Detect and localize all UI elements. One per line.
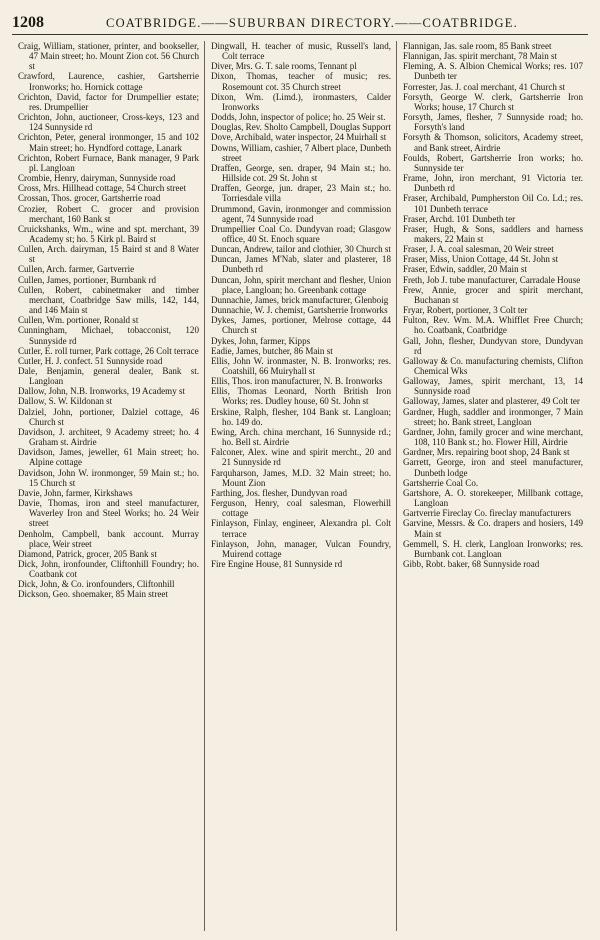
directory-entry: Garrett, George, iron and steel manufacturer, Dunbeth lodge [402, 457, 583, 478]
directory-entry: Crichton, David, factor for Drumpellier estate; res. Drumpellier [18, 91, 199, 112]
directory-entry: Forsyth, James, flesher, 7 Sunnyside road; ho. Forsyth's land [402, 112, 583, 133]
directory-entry: Diver, Mrs. G. T. sale rooms, Tennant pl [210, 61, 357, 72]
directory-entry: Gartshore, A. O. storekeeper, Millbank cottage, Langloan [402, 487, 583, 509]
directory-entry: Fraser, Archibald, Pumpherston Oil Co. Ld.; res. 101 Dunbeth terrace [402, 193, 583, 214]
directory-entry: Davidson, John W. ironmonger, 59 Main st.; ho. 15 Church st [18, 467, 199, 488]
directory-entry: Fraser, J. A. coal salesman, 20 Weir street [402, 244, 554, 255]
directory-entry: Falconer, Alex. wine and spirit mercht., 20 and 21 Sunnyside rd [210, 447, 391, 468]
directory-entry: Dalziel, John, portioner, Dalziel cottage, 46 Church st [18, 406, 199, 427]
directory-entry: Cruickshanks, Wm., wine and spt. merchant, 39 Academy st; ho. 5 Kirk pl. Baird st [18, 223, 199, 244]
directory-entry: Crossan, Thos. grocer, Gartsherrie road [18, 193, 161, 204]
directory-entry: Gardner, Mrs. repairing boot shop, 24 Bank st [402, 447, 570, 458]
column-3 [397, 41, 588, 931]
directory-entry: Fraser, Edwin, saddler, 20 Main st [402, 264, 527, 275]
directory-entry: Dodds, John, inspector of police; ho. 25 Weir st. [210, 112, 386, 123]
directory-entry: Crawford, Laurence, cashier, Gartsherrie Ironworks; ho. Hornick cottage [18, 71, 199, 92]
column-1 [12, 41, 205, 931]
directory-entry: Ewing, Arch. china merchant, 16 Sunnyside rd.; ho. Bell st. Airdrie [210, 426, 391, 448]
directory-entry: Davidson, James, jeweller, 61 Main street; ho. Alpine cottage [18, 447, 199, 468]
directory-entry: Crombie, Henry, dairyman, Sunnyside road [18, 173, 176, 184]
directory-entry: Galloway, James, spirit merchant, 13, 14 Sunnyside road [402, 376, 583, 397]
directory-entry: Drummond, Gavin, ironmonger and commission agent, 74 Sunnyside road [210, 203, 391, 224]
directory-entry: Frame, John, iron merchant, 91 Victoria ter. Dunbeth rd [402, 173, 583, 194]
directory-entry: Foulds, Robert, Gartsherrie Iron works; ho. Sunnyside ter [402, 152, 583, 173]
directory-entry: Fire Engine House, 81 Sunnyside rd [210, 558, 343, 569]
directory-entry: Dove, Archibald, water inspector, 24 Muirhall st [210, 132, 387, 143]
directory-entry: Crichton, Peter, general ironmonger, 15 and 102 Main street; ho. Hyndford cottage, Lanark [18, 132, 199, 153]
directory-entry: Denholm, Campbell, bank account. Murray place, Weir street [18, 528, 199, 549]
directory-columns [12, 41, 588, 931]
directory-entry: Dickson, Geo. shoemaker, 85 Main street [18, 589, 168, 600]
directory-entry: Crichton, John, auctioneer, Cross-keys, 123 and 124 Sunnyside rd [18, 112, 199, 133]
directory-entry: Dale, Benjamin, general dealer, Bank st. Langloan [18, 366, 199, 387]
directory-entry: Gardner, Hugh, saddler and ironmonger, 7 Main street; ho. Bank street, Langloan [402, 406, 583, 427]
directory-entry: Fraser, Archd. 101 Dunbeth ter [402, 213, 516, 224]
directory-entry: Ellis, Thomas Leonard, North British Iron Works; res. Dudley house, 60 St. John st [210, 386, 391, 407]
directory-entry: Dallow, S. W. Kildonan st [18, 396, 113, 407]
directory-entry: Drumpellier Coal Co. Dundyvan road; Glasgow office, 40 St. Enoch square [210, 223, 391, 244]
directory-entry: Finlayson, Finlay, engineer, Alexandra pl. Colt terrace [210, 518, 391, 539]
directory-entry: Forsyth, George W. clerk, Gartsherrie Iron Works; house, 17 Church st [402, 91, 583, 112]
directory-entry: Dixon, Thomas, teacher of music; res. Rosemount cot. 35 Church street [210, 71, 391, 92]
directory-entry: Erskine, Ralph, flesher, 104 Bank st. Langloan; ho. 149 do. [210, 406, 391, 427]
directory-entry: Gartsherrie Coal Co. [402, 477, 479, 488]
directory-entry: Draffen, George, jun. draper, 23 Main st.; ho. Torriesdale villa [210, 183, 391, 204]
directory-entry: Galloway, James, slater and plasterer, 49 Colt ter [402, 396, 580, 407]
directory-entry: Cullen, Arch. farmer, Gartverrie [18, 264, 135, 275]
directory-entry: Dick, John, & Co. ironfounders, Cliftonhill [18, 579, 175, 590]
directory-entry: Douglas, Rev. Sholto Campbell, Douglas Support [210, 122, 391, 133]
directory-entry: Cutler, H. J. confect. 51 Sunnyside road [18, 355, 163, 366]
directory-entry: Gardner, John, family grocer and wine merchant, 108, 110 Bank st.; ho. Flower Hill, Airdrie [402, 426, 583, 448]
directory-entry: Fraser, Miss, Union Cottage, 44 St. John st [402, 254, 559, 265]
directory-entry: Forrester, Jas. J. coal merchant, 41 Church st [402, 81, 566, 92]
directory-entry: Fleming, A. S. Albion Chemical Works; res. 107 Dunbeth ter [402, 61, 583, 82]
directory-entry: Dykes, James, portioner, Melrose cottage, 44 Church st [210, 315, 391, 336]
directory-entry: Dallow, John, N.B. Ironworks, 19 Academy st [18, 386, 186, 397]
directory-entry: Forsyth & Thomson, solicitors, Academy street, and Bank street, Airdrie [402, 132, 583, 153]
directory-entry: Cunningham, Michael, tobacconist, 120 Sunnyside rd [18, 325, 199, 346]
running-title: COATBRIDGE.——SUBURBAN DIRECTORY.——COATBRIDGE. [106, 16, 518, 30]
directory-entry: Fulton, Rev. Wm. M.A. Whifflet Free Church; ho. Coatbank, Coatbridge [402, 315, 583, 336]
directory-entry: Cullen, Arch. dairyman, 15 Baird st and 8 Water st [18, 244, 199, 265]
directory-entry: Gibb, Robt. baker, 68 Sunnyside road [402, 558, 540, 569]
directory-entry: Cullen, James, portioner, Burnbank rd [18, 274, 157, 285]
directory-entry: Dunnachie, W. J. chemist, Gartsherrie Ironworks [210, 305, 388, 316]
directory-entry: Craig, William, stationer, printer, and bookseller, 47 Main street; ho. Mount Zion cot. 56 Church st [18, 41, 199, 72]
directory-entry: Cross, Mrs. Hillhead cottage, 54 Church street [18, 183, 187, 194]
page-number: 1208 [12, 14, 44, 31]
directory-entry: Cullen, Wm. portioner, Ronald st [18, 315, 139, 326]
directory-entry: Davie, Thomas, iron and steel manufacturer, Waverley Iron and Steel Works; ho. 24 Weir street [18, 498, 199, 529]
directory-entry: Dykes, John, farmer, Kipps [210, 335, 311, 346]
directory-entry: Duncan, John, spirit merchant and flesher, Union place, Langloan; ho. Greenbank cottage [210, 274, 391, 295]
directory-entry: Davie, John, farmer, Kirkshaws [18, 487, 133, 498]
directory-entry: Ellis, John W. ironmaster, N. B. Ironworks; res. Coatshill, 66 Muiryhall st [210, 355, 391, 376]
directory-entry: Cutler, E. roll turner, Park cottage, 26 Colt terrace [18, 345, 199, 356]
directory-entry: Flannigan, Jas. sale room, 85 Bank street [402, 41, 552, 51]
directory-entry: Ellis, Thos. iron manufacturer, N. B. Ironworks [210, 376, 383, 387]
column-2 [205, 41, 397, 931]
directory-entry: Fryar, Robert, portioner, 3 Colt ter [402, 305, 528, 316]
directory-entry: Dixon, Wm. (Limd.), ironmasters, Calder Ironworks [210, 91, 391, 112]
directory-entry: Downs, William, cashier, 7 Albert place, Dunbeth street [210, 142, 391, 163]
directory-entry: Flannigan, Jas. spirit merchant, 78 Main st [402, 51, 558, 62]
directory-entry: Eadie, James, butcher, 86 Main st [210, 345, 333, 356]
directory-entry: Finlayson, John, manager, Vulcan Foundry, Muirend cottage [210, 538, 391, 559]
directory-entry: Duncan, James M'Nab, slater and plasterer, 18 Dunbeth rd [210, 254, 391, 275]
directory-entry: Draffen, George, sen. draper, 94 Main st.; ho. Hillside cot. 29 St. John st [210, 162, 391, 184]
directory-entry: Farthing, Jos. flesher, Dundyvan road [210, 487, 348, 498]
directory-entry: Garvine, Messrs. & Co. drapers and hosiers, 149 Main st [402, 518, 583, 539]
directory-entry: Gall, John, flesher, Dundyvan store, Dundyvan rd [402, 335, 583, 356]
directory-entry: Dunnachie, James, brick manufacturer, Glenboig [210, 294, 389, 305]
directory-entry: Crozier, Robert C. grocer and provision merchant, 160 Bank st [18, 203, 199, 224]
directory-entry: Cullen, Robert, cabinetmaker and timber merchant, Coatbridge Saw mills, 142, 144, and 146 Main st [18, 284, 199, 316]
page-header [12, 12, 588, 35]
directory-entry: Crichton, Robert Furnace, Bank manager, 9 Park pl. Langloan [18, 152, 199, 173]
directory-entry: Ferguson, Henry, coal salesman, Flowerhill cottage [210, 498, 391, 519]
directory-entry: Freth, Job J. tube manufacturer, Carradale House [402, 274, 581, 285]
directory-entry: Gemmell, S. H. clerk, Langloan Ironworks; res. Burnbank cot. Langloan [402, 538, 583, 559]
directory-entry: Fraser, Hugh, & Sons, saddlers and harness makers, 22 Main st [402, 223, 583, 244]
directory-entry: Gartverrie Fireclay Co. fireclay manufacturers [402, 508, 572, 519]
directory-entry: Farquharson, James, M.D. 32 Main street; ho. Mount Zion [210, 467, 391, 488]
directory-entry: Duncan, Andrew, tailor and clothier, 30 Church st [210, 244, 391, 255]
directory-entry: Galloway & Co. manufacturing chemists, Clifton Chemical Wks [402, 355, 583, 376]
directory-entry: Diamond, Patrick, grocer, 205 Bank st [18, 548, 157, 559]
directory-entry: Davidson, J. architeet, 9 Academy street; ho. 4 Graham st. Airdrie [18, 426, 199, 448]
directory-entry: Frew, Annie, grocer and spirit merchant, Buchanan st [402, 284, 583, 305]
directory-entry: Dick, John, ironfounder, Cliftonhill Foundry; ho. Coatbank cot [18, 558, 199, 580]
directory-entry: Dingwall, H. teacher of music, Russell's land, Colt terrace [210, 41, 391, 62]
